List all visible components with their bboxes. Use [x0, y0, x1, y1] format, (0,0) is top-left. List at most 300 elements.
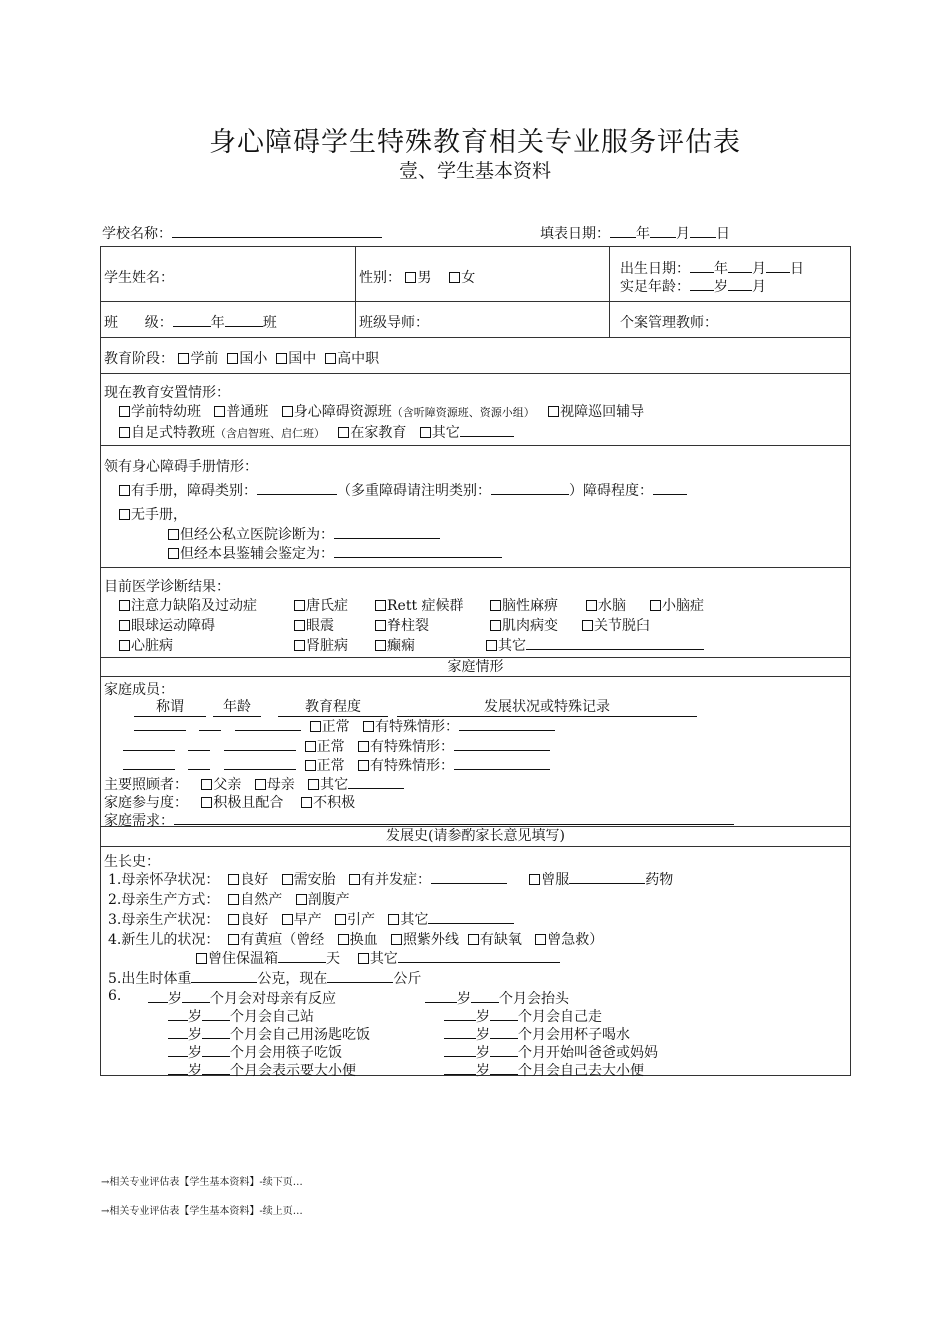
q1-label: 1.母亲怀孕状况： [108, 872, 220, 888]
q4-option: 换血 [349, 932, 378, 948]
q4-other-input[interactable] [398, 948, 560, 963]
sui-label: 岁 [457, 991, 471, 1007]
placement-checkbox[interactable] [119, 406, 130, 417]
father-checkbox[interactable] [201, 779, 212, 790]
q4-checkbox[interactable] [535, 934, 546, 945]
diagnosis-item: 眼球运动障碍 [131, 618, 215, 634]
milestone-text: 会表示要大小便 [258, 1063, 356, 1079]
handbook-has-row [119, 480, 687, 500]
q1-checkbox[interactable] [282, 874, 293, 885]
placement-checkbox[interactable] [282, 406, 293, 417]
participation-row [104, 792, 355, 812]
q1-unit: 药物 [645, 872, 674, 888]
month-unit-label: 个月 [230, 1045, 258, 1061]
mother-checkbox[interactable] [255, 779, 266, 790]
milestone-text: 会自己站 [258, 1009, 314, 1025]
diagnosis-item: Rett 症候群 [387, 598, 464, 614]
member-title-input[interactable] [123, 755, 175, 770]
year-label: 年 [636, 226, 650, 242]
diagnosis-option [119, 635, 173, 655]
months-input[interactable] [202, 1024, 230, 1039]
q5-unit: 公斤 [393, 971, 422, 987]
milestone [444, 1060, 644, 1080]
female-label: 女 [461, 270, 476, 286]
placement-checkbox[interactable] [420, 427, 431, 438]
handbook-none-label: 无手册， [131, 507, 187, 523]
special-input[interactable] [459, 716, 555, 731]
incubator-label: 曾住保温箱 [208, 951, 278, 967]
family-member-row [123, 736, 550, 756]
age-years-input[interactable] [690, 276, 714, 291]
date-line [540, 223, 730, 243]
q3-option: 良好 [240, 912, 269, 928]
birth-day-label: 日 [790, 261, 804, 277]
normal-label: 正常 [321, 719, 350, 735]
birth-month-input[interactable] [728, 258, 752, 273]
q4-row-2 [196, 948, 560, 968]
stage-junior-checkbox[interactable] [276, 353, 287, 364]
q1-option: 需安胎 [293, 872, 336, 888]
month-label: 月 [676, 226, 690, 242]
placement-note: （含启智班、启仁班） [215, 427, 325, 440]
q2-checkbox[interactable] [228, 894, 239, 905]
milestone-text: 会用筷子吃饭 [258, 1045, 342, 1061]
month-unit-label: 个月 [518, 1009, 546, 1025]
birth-weight-input[interactable] [191, 968, 257, 983]
diagnosis-label: 目前医学诊断结果： [104, 579, 230, 595]
form-table [100, 246, 851, 1079]
stage-option: 高中职 [337, 351, 380, 367]
stage-option: 国中 [288, 351, 317, 367]
diagnosis-item: 脑性麻痹 [502, 598, 558, 614]
milestone-text: 开始叫爸爸或妈妈 [546, 1045, 658, 1061]
disability-type-input[interactable] [257, 480, 337, 495]
diagnosis-other-input[interactable] [526, 635, 704, 650]
q2-option: 剖腹产 [307, 892, 350, 908]
school-line [102, 223, 382, 243]
months-input[interactable] [490, 1042, 518, 1057]
placement-checkbox[interactable] [119, 427, 130, 438]
q4-option: 曾急救） [547, 932, 604, 948]
sui-label: 岁 [188, 1027, 202, 1043]
diagnosis-item: 脊柱裂 [387, 618, 429, 634]
family-members-label: 家庭成员： [104, 682, 174, 698]
date-year-input[interactable] [610, 223, 636, 238]
diagnosis-option [375, 615, 429, 635]
student-name-label: 学生姓名： [104, 270, 174, 286]
female-checkbox[interactable] [449, 272, 460, 283]
q1-option: 曾服 [541, 872, 570, 888]
normal-label: 正常 [316, 758, 345, 774]
milestone [168, 1024, 370, 1044]
diagnosis-item: 癫痫 [387, 638, 415, 654]
caregiver-other-label: 其它 [320, 777, 349, 793]
handbook-has-checkbox[interactable] [119, 485, 130, 496]
hospital-checkbox[interactable] [168, 529, 179, 540]
milestone-text: 会自己走 [546, 1009, 602, 1025]
q5-row [108, 968, 421, 988]
months-input[interactable] [471, 988, 499, 1003]
sui-label: 岁 [476, 1063, 490, 1079]
q2-label: 2.母亲生产方式： [108, 892, 220, 908]
q3-checkbox[interactable] [282, 914, 293, 925]
diagnosis-item: 肾脏病 [306, 638, 348, 654]
diagnosis-option [119, 595, 257, 615]
handbook-none-checkbox[interactable] [119, 509, 130, 520]
stage-preschool-checkbox[interactable] [178, 353, 189, 364]
county-label: 但经本县鉴辅会鉴定为： [180, 546, 334, 562]
sui-label: 岁 [476, 1027, 490, 1043]
placement-checkbox[interactable] [338, 427, 349, 438]
months-input[interactable] [202, 1006, 230, 1021]
mother-label: 母亲 [266, 777, 295, 793]
q3-checkbox[interactable] [335, 914, 346, 925]
sui-label: 岁 [168, 991, 182, 1007]
placement-option: 自足式特教班 [131, 425, 215, 441]
months-input[interactable] [202, 1042, 230, 1057]
month-unit-label: 个月 [230, 1027, 258, 1043]
school-input[interactable] [172, 223, 382, 238]
age-label: 实足年龄： [620, 279, 690, 295]
date-month-input[interactable] [650, 223, 676, 238]
years-input[interactable] [444, 1006, 476, 1021]
case-manager-label: 个案管理教师： [620, 315, 718, 331]
needs-input[interactable] [174, 810, 734, 825]
q4-checkbox[interactable] [391, 934, 402, 945]
years-input[interactable] [444, 1024, 476, 1039]
years-input[interactable] [444, 1042, 476, 1057]
diagnosis-option [586, 595, 626, 615]
years-input[interactable] [425, 988, 457, 1003]
q1-checkbox[interactable] [228, 874, 239, 885]
member-age-input[interactable] [199, 716, 221, 731]
years-input[interactable] [168, 1006, 188, 1021]
diagnosis-checkbox[interactable] [375, 600, 386, 611]
diagnosis-checkbox[interactable] [582, 620, 593, 631]
milestone-text: 会自己用汤匙吃饭 [258, 1027, 370, 1043]
normal-checkbox[interactable] [305, 741, 316, 752]
diagnosis-checkbox[interactable] [294, 640, 305, 651]
special-label: 有特殊情形： [374, 719, 459, 735]
q1-checkbox[interactable] [349, 874, 360, 885]
days-label: 天 [326, 951, 340, 967]
q4-option: 照紫外线 [402, 932, 459, 948]
placement-option: 身心障碍资源班 [293, 404, 392, 420]
hospital-input[interactable] [334, 524, 440, 539]
months-input[interactable] [202, 1060, 230, 1075]
birth-day-input[interactable] [766, 258, 790, 273]
diagnosis-item: 水脑 [598, 598, 626, 614]
special-checkbox[interactable] [358, 741, 369, 752]
stage-option: 国小 [239, 351, 268, 367]
male-checkbox[interactable] [405, 272, 416, 283]
diagnosis-item: 眼震 [306, 618, 334, 634]
gender-field [359, 267, 475, 287]
hospital-row [168, 524, 440, 544]
level-input[interactable] [653, 480, 687, 495]
handbook-has-label: 有手册，障碍类别： [131, 483, 257, 499]
placement-other-input[interactable] [460, 422, 514, 437]
years-input[interactable] [148, 988, 168, 1003]
special-checkbox[interactable] [363, 721, 374, 732]
q3-option: 引产 [346, 912, 375, 928]
month-unit-label: 个月 [518, 1045, 546, 1061]
normal-checkbox[interactable] [305, 760, 316, 771]
sui-label: 岁 [188, 1009, 202, 1025]
stage-elementary-checkbox[interactable] [227, 353, 238, 364]
member-edu-input[interactable] [224, 736, 296, 751]
q4-other-label: 其它 [369, 951, 398, 967]
col-dev-header: 发展状况或特殊记录 [397, 696, 697, 717]
normal-label: 正常 [316, 739, 345, 755]
diagnosis-checkbox[interactable] [375, 620, 386, 631]
diagnosis-option [375, 595, 464, 615]
milestone [444, 1006, 602, 1026]
hospital-label: 但经公私立医院诊断为： [180, 527, 334, 543]
q3-label: 3.母亲生产状况： [108, 912, 220, 928]
sui-label: 岁 [188, 1063, 202, 1079]
growth-label: 生长史： [104, 854, 160, 870]
member-edu-input[interactable] [235, 716, 301, 731]
placement-row-1 [119, 401, 644, 421]
q4-checkbox[interactable] [228, 934, 239, 945]
member-title-input[interactable] [134, 716, 186, 731]
grade-input[interactable] [173, 312, 211, 327]
diagnosis-option [375, 635, 415, 655]
diagnosis-item: 小脑症 [662, 598, 704, 614]
diagnosis-checkbox[interactable] [119, 620, 130, 631]
years-input[interactable] [168, 1024, 188, 1039]
normal-checkbox[interactable] [310, 721, 321, 732]
diagnosis-option [490, 595, 558, 615]
q6-number: 6. [108, 988, 122, 1004]
diagnosis-item: 关节脱臼 [594, 618, 650, 634]
placement-checkbox[interactable] [548, 406, 559, 417]
q3-checkbox[interactable] [228, 914, 239, 925]
date-day-input[interactable] [690, 223, 716, 238]
placement-checkbox[interactable] [214, 406, 225, 417]
diagnosis-item: 注意力缺陷及过动症 [131, 598, 257, 614]
caregiver-other-checkbox[interactable] [308, 779, 319, 790]
special-checkbox[interactable] [358, 760, 369, 771]
incubator-days-input[interactable] [278, 948, 326, 963]
q1-row [108, 869, 673, 889]
diagnosis-option [294, 635, 348, 655]
month-unit-label: 个月 [210, 991, 238, 1007]
diagnosis-checkbox[interactable] [119, 640, 130, 651]
father-label: 父亲 [213, 777, 242, 793]
diagnosis-item: 其它 [498, 638, 526, 654]
county-checkbox[interactable] [168, 548, 179, 559]
stage-label: 教育阶段： [104, 351, 174, 367]
date-label: 填表日期： [540, 226, 610, 242]
q4-other-checkbox[interactable] [358, 953, 369, 964]
diagnosis-item: 肌肉病变 [502, 618, 558, 634]
diagnosis-item: 唐氏症 [306, 598, 348, 614]
special-input[interactable] [454, 736, 550, 751]
caregiver-label: 主要照顾者： [104, 777, 188, 793]
age-months-input[interactable] [728, 276, 752, 291]
months-input[interactable] [490, 1060, 518, 1075]
participation-label: 家庭参与度： [104, 795, 188, 811]
special-input[interactable] [454, 755, 550, 770]
months-input[interactable] [490, 1024, 518, 1039]
milestone [444, 1024, 630, 1044]
milestone-text: 会用杯子喝水 [546, 1027, 630, 1043]
special-label: 有特殊情形： [369, 739, 454, 755]
age-field [620, 276, 766, 296]
multi-type-input[interactable] [491, 480, 569, 495]
milestone [168, 1060, 356, 1080]
placement-row-2 [119, 422, 514, 442]
diagnosis-checkbox[interactable] [294, 600, 305, 611]
q3-other-input[interactable] [428, 909, 514, 924]
incubator-checkbox[interactable] [196, 953, 207, 964]
diagnosis-checkbox[interactable] [294, 620, 305, 631]
active-checkbox[interactable] [201, 797, 212, 808]
member-age-input[interactable] [188, 755, 210, 770]
stage-senior-checkbox[interactable] [325, 353, 336, 364]
needs-row [104, 810, 734, 830]
q3-checkbox[interactable] [388, 914, 399, 925]
placement-option: 视障巡回辅导 [560, 404, 645, 420]
day-label: 日 [716, 226, 730, 242]
member-edu-input[interactable] [224, 755, 296, 770]
q1-option: 有并发症： [360, 872, 431, 888]
sui-label: 岁 [476, 1009, 490, 1025]
diagnosis-checkbox[interactable] [586, 600, 597, 611]
diagnosis-option [486, 635, 704, 655]
month-unit-label: 个月 [518, 1027, 546, 1043]
age-months-label: 月 [752, 279, 766, 295]
placement-option: 学前特幼班 [131, 404, 201, 420]
class-input[interactable] [225, 312, 263, 327]
q2-option: 自然产 [240, 892, 283, 908]
member-title-input[interactable] [123, 736, 175, 751]
family-member-row [134, 716, 555, 736]
q4-option: 有黄疸（曾经 [240, 932, 325, 948]
years-input[interactable] [444, 1060, 476, 1075]
complication-input[interactable] [431, 869, 507, 884]
age-years-label: 岁 [714, 279, 728, 295]
placement-note: （含听障资源班、资源小组） [391, 406, 535, 419]
birth-date-field [620, 258, 804, 278]
q4-checkbox[interactable] [338, 934, 349, 945]
male-label: 男 [417, 270, 432, 286]
diagnosis-option [119, 615, 215, 635]
caregiver-other-input[interactable] [348, 774, 404, 789]
q2-row [108, 889, 350, 909]
years-input[interactable] [168, 1060, 188, 1075]
placement-option: 普通班 [226, 404, 269, 420]
month-unit-label: 个月 [499, 991, 527, 1007]
current-weight-input[interactable] [327, 968, 393, 983]
diagnosis-checkbox[interactable] [650, 600, 661, 611]
placement-label: 现在教育安置情形： [104, 385, 230, 401]
q3-row [108, 909, 514, 929]
sui-label: 岁 [476, 1045, 490, 1061]
medicine-input[interactable] [569, 869, 645, 884]
homeroom-teacher-label: 班级导师： [359, 315, 429, 331]
q4-row [108, 929, 603, 949]
milestone-text: 会自己去大小便 [546, 1063, 644, 1079]
needs-label: 家庭需求： [104, 813, 174, 829]
member-age-input[interactable] [188, 736, 210, 751]
diagnosis-checkbox[interactable] [490, 600, 501, 611]
months-input[interactable] [490, 1006, 518, 1021]
diagnosis-option [294, 595, 348, 615]
diagnosis-option [294, 615, 334, 635]
special-label: 有特殊情形： [369, 758, 454, 774]
diagnosis-checkbox[interactable] [375, 640, 386, 651]
diagnosis-option [582, 615, 650, 635]
col-edu-header: 教育程度 [278, 696, 388, 717]
footer-continued-next: →相关专业评估表【学生基本资料】-续下页… [101, 1177, 303, 1188]
grade-label: 年 [210, 315, 225, 331]
q5-label: 5.出生时体重 [108, 971, 192, 987]
education-stage [104, 348, 379, 368]
handbook-none-row [119, 504, 187, 524]
col-age-header: 年龄 [213, 696, 261, 717]
birth-month-label: 月 [752, 261, 766, 277]
q3-option: 其它 [400, 912, 429, 928]
q2-checkbox[interactable] [296, 894, 307, 905]
years-input[interactable] [168, 1042, 188, 1057]
inactive-label: 不积极 [313, 795, 356, 811]
diagnosis-checkbox[interactable] [490, 620, 501, 631]
school-label: 学校名称： [102, 226, 172, 242]
q1-option: 良好 [240, 872, 269, 888]
diagnosis-checkbox[interactable] [119, 600, 130, 611]
diagnosis-item: 心脏病 [131, 638, 173, 654]
active-label: 积极且配合 [213, 795, 284, 811]
birth-year-input[interactable] [690, 258, 714, 273]
q3-option: 早产 [293, 912, 322, 928]
family-section-title: 家庭情形 [101, 658, 851, 677]
stage-option: 学前 [190, 351, 219, 367]
months-input[interactable] [182, 988, 210, 1003]
caregiver-row [104, 774, 404, 794]
birth-label: 出生日期： [620, 261, 690, 277]
multi-label: （多重障碍请注明类别： [337, 483, 491, 499]
page-title: 身心障碍学生特殊教育相关专业服务评估表 [209, 127, 741, 158]
q4-checkbox[interactable] [468, 934, 479, 945]
milestone [168, 1006, 314, 1026]
q5-mid-label: 公克，现在 [257, 971, 328, 987]
month-unit-label: 个月 [230, 1063, 258, 1079]
milestone [444, 1042, 658, 1062]
handbook-label: 领有身心障碍手册情形： [104, 459, 258, 475]
placement-option: 其它 [431, 425, 460, 441]
milestone [168, 1042, 342, 1062]
class-field [104, 312, 277, 332]
county-input[interactable] [334, 543, 502, 558]
footer-continued-prev: →相关专业评估表【学生基本资料】-续上页… [101, 1206, 303, 1217]
gender-label: 性别： [359, 270, 401, 286]
col-title-header: 称谓 [134, 696, 206, 717]
month-unit-label: 个月 [518, 1063, 546, 1079]
sui-label: 岁 [188, 1045, 202, 1061]
birth-year-label: 年 [714, 261, 728, 277]
placement-option: 在家教育 [350, 425, 407, 441]
month-unit-label: 个月 [230, 1009, 258, 1025]
q4-label: 4.新生儿的状况： [108, 932, 220, 948]
q1-checkbox[interactable] [529, 874, 540, 885]
milestone-text: 会抬头 [527, 991, 569, 1007]
class-label: 班 级： [104, 315, 173, 331]
inactive-checkbox[interactable] [301, 797, 312, 808]
diagnosis-checkbox[interactable] [486, 640, 497, 651]
